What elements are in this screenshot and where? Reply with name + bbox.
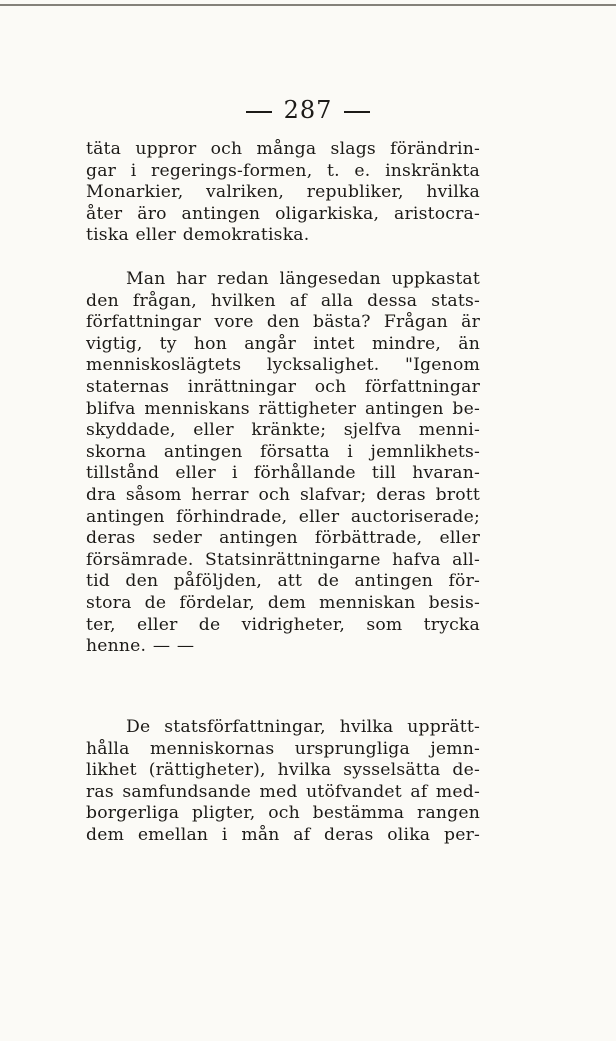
text-line: Monarkier, valriken, republiker, hvilka <box>86 182 480 203</box>
text-line: författningar vore den bästa? Frågan är <box>86 312 480 333</box>
text-line: åter äro antingen oligarkiska, aristocra- <box>86 203 480 224</box>
text-line: tillstånd eller i förhållande till hvaran- <box>86 463 480 484</box>
text-line: Man har redan längesedan uppkastat <box>126 269 480 289</box>
text-line: skorna antingen försatta i jemnlikhets- <box>86 441 480 462</box>
text-line: hålla menniskornas ursprungliga jemn- <box>86 738 480 759</box>
text-line: staternas inrättningar och författningar <box>86 376 480 397</box>
paragraph-2 <box>86 269 480 658</box>
text-line: deras seder antingen förbättrade, eller <box>86 528 480 549</box>
text-line: antingen förhindrade, eller auctoriserade; <box>86 506 480 527</box>
header-dash-left <box>246 111 272 113</box>
text-line: gar i regerings-formen, t. e. inskränkta <box>86 160 480 181</box>
text-line: ter, eller de vidrigheter, som trycka <box>86 614 480 635</box>
text-line: blifva menniskans rättigheter antingen be- <box>86 398 480 419</box>
text-line: tid den påföljden, att de antingen för- <box>86 571 480 592</box>
top-border-line <box>0 4 616 6</box>
text-line: De statsförfattningar, hvilka upprätt- <box>126 717 480 737</box>
text-line: dem emellan i mån af deras olika per- <box>86 824 480 845</box>
header-dash-right <box>344 111 370 113</box>
text-line: den frågan, hvilken af alla dessa stats- <box>86 290 480 311</box>
text-line: borgerliga pligter, och bestämma rangen <box>86 803 480 824</box>
text-line: försämrade. Statsinrättningarne hafva all- <box>86 549 480 570</box>
text-line: ras samfundsande med utöfvandet af med- <box>86 781 480 802</box>
text-line: täta uppror och många slags förändrin- <box>86 139 480 159</box>
text-line: tiska eller demokratiska. <box>86 225 310 246</box>
paragraph-1 <box>86 139 480 247</box>
text-line: stora de fördelar, dem menniskan besis- <box>86 592 480 613</box>
text-line: skyddade, eller kränkte; sjelfva menni- <box>86 420 480 441</box>
text-line: likhet (rättigheter), hvilka sysselsätta de- <box>86 760 480 781</box>
paragraph-3 <box>86 717 480 847</box>
text-line: henne. — — <box>86 636 195 657</box>
page-number: 287 <box>283 96 333 124</box>
text-line: vigtig, ty hon angår intet mindre, än <box>86 333 480 354</box>
text-line: dra såsom herrar och slafvar; deras brott <box>86 484 480 505</box>
page-header <box>0 90 616 130</box>
text-line: menniskoslägtets lycksalighet. "Igenom <box>86 355 480 376</box>
